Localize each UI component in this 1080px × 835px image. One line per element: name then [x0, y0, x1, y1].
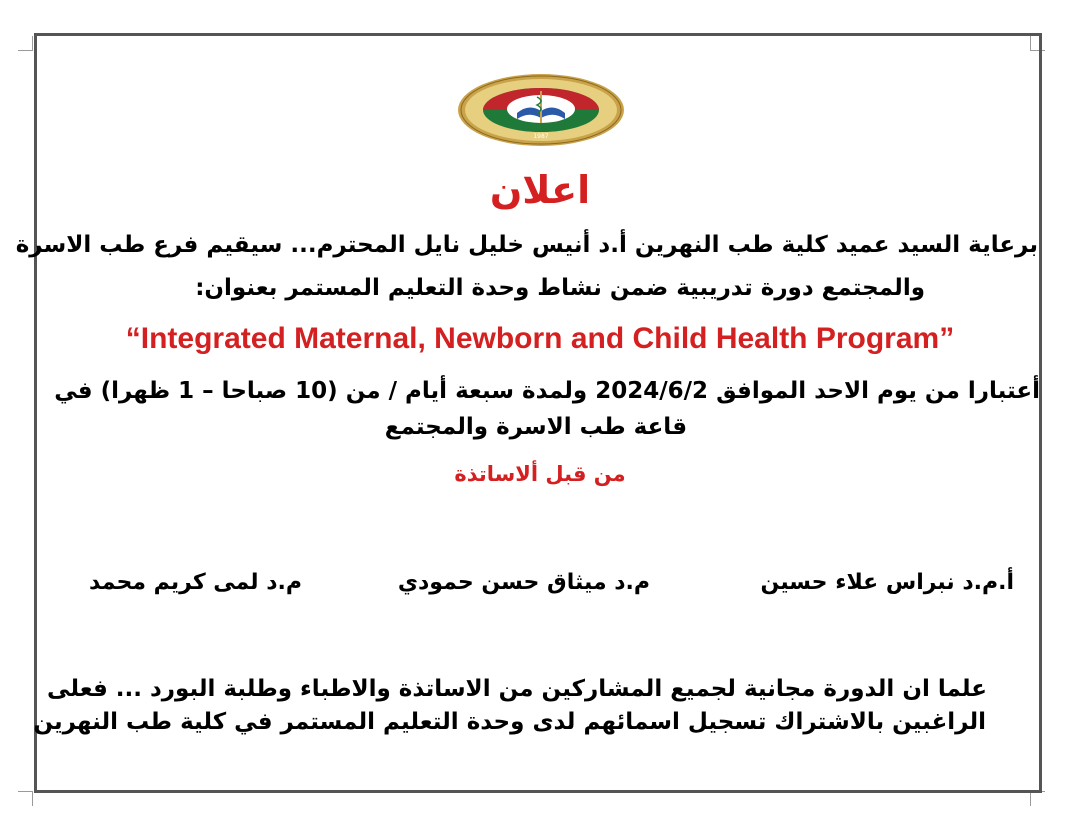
footer-line-1: علما ان الدورة مجانية لجميع المشاركين من الاساتذة والاطباء وطلبة البورد ... فعلى: [47, 676, 987, 702]
instructor-name: م.د لمى كريم محمد: [89, 570, 302, 595]
announcement-title: اعلان: [489, 168, 591, 212]
schedule-line-2: قاعة طب الاسرة والمجتمع: [384, 414, 687, 440]
program-title: “Integrated Maternal, Newborn and Child Health Program”: [125, 322, 955, 355]
college-seal-icon: [457, 73, 625, 147]
instructor-name: م.د ميثاق حسن حمودي: [397, 570, 650, 595]
intro-line-1: برعاية السيد عميد كلية طب النهرين أ.د أنيس خليل نايل المحترم... سيقيم فرع طب الاسرة: [15, 232, 1038, 258]
instructors-heading: من قبل ألاساتذة: [454, 462, 626, 486]
page-corner-mark: [18, 791, 33, 806]
instructor-name: أ.م.د نبراس علاء حسين: [760, 570, 1014, 595]
schedule-line-1: أعتبارا من يوم الاحد الموافق 2024/6/2 ولمدة سبعة أيام / من (10 صباحا – 1 ظهرا) في: [54, 378, 1040, 404]
page-corner-mark: [1030, 791, 1045, 806]
seal-year: 1987: [533, 133, 549, 140]
intro-line-2: والمجتمع دورة تدريبية ضمن نشاط وحدة التعليم المستمر بعنوان:: [195, 275, 925, 301]
footer-line-2: الراغبين بالاشتراك تسجيل اسمائهم لدى وحدة التعليم المستمر في كلية طب النهرين: [33, 709, 986, 735]
page-corner-mark: [18, 36, 33, 51]
